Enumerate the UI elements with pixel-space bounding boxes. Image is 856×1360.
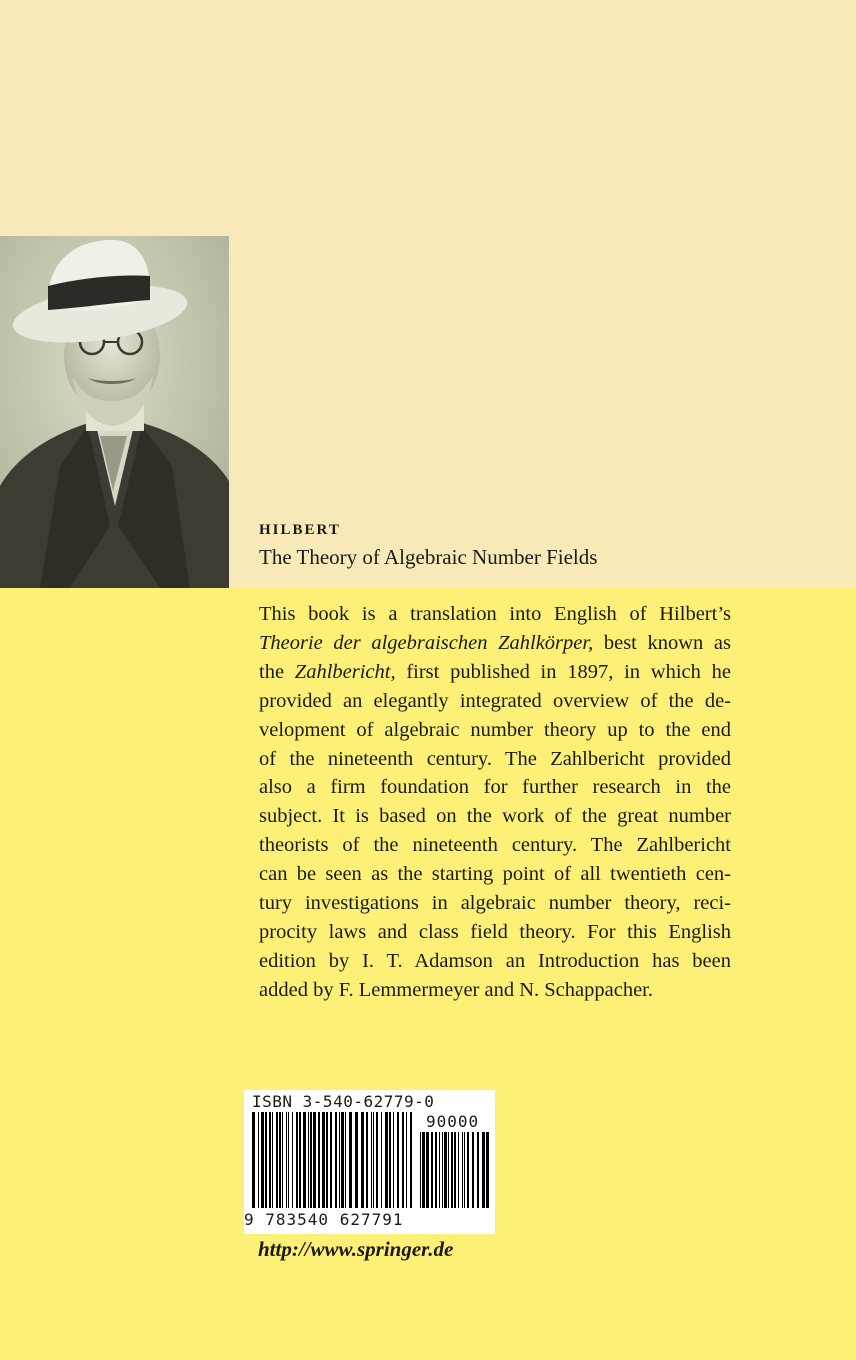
barcode-bar bbox=[472, 1132, 474, 1208]
barcode-bar bbox=[371, 1112, 372, 1208]
description-line: can be seen as the starting point of all twentieth cen- bbox=[259, 863, 731, 886]
barcode-bar bbox=[397, 1112, 399, 1208]
barcode-bar bbox=[355, 1112, 358, 1208]
barcode-bar bbox=[482, 1132, 485, 1208]
barcode-bar bbox=[276, 1112, 278, 1208]
barcode-bar bbox=[410, 1112, 412, 1208]
description-line: of the nineteenth century. The Zahlbericht provided bbox=[259, 747, 731, 770]
barcode-bar bbox=[464, 1132, 465, 1208]
barcode-bar bbox=[442, 1132, 443, 1208]
barcode-bar bbox=[261, 1112, 264, 1208]
barcode-bar bbox=[269, 1112, 271, 1208]
description-line: provided an elegantly integrated overview of the de- bbox=[259, 689, 731, 712]
barcode-bar bbox=[296, 1112, 298, 1208]
barcode-bar bbox=[402, 1112, 404, 1208]
barcode-bar bbox=[310, 1112, 312, 1208]
barcode-bar bbox=[322, 1112, 325, 1208]
barcode-bar bbox=[272, 1112, 273, 1208]
barcode-bar bbox=[282, 1112, 283, 1208]
barcode-bar bbox=[292, 1112, 293, 1208]
barcode-bar bbox=[299, 1112, 301, 1208]
barcode-bar bbox=[381, 1112, 382, 1208]
barcode-bar bbox=[366, 1112, 368, 1208]
barcode-bar bbox=[448, 1132, 449, 1208]
barcode-bar bbox=[279, 1112, 281, 1208]
isbn-barcode bbox=[244, 1090, 495, 1234]
barcode-bar bbox=[486, 1132, 489, 1208]
author-portrait bbox=[0, 236, 229, 588]
barcode-bar bbox=[330, 1112, 332, 1208]
barcode-bar bbox=[467, 1132, 469, 1208]
publisher-url[interactable]: http://www.springer.de bbox=[258, 1237, 454, 1261]
barcode-bar bbox=[335, 1112, 337, 1208]
barcode-bar bbox=[361, 1112, 364, 1208]
barcode-bar bbox=[444, 1132, 447, 1208]
barcode-bar bbox=[341, 1112, 344, 1208]
barcode-bar bbox=[389, 1112, 391, 1208]
barcode-bar bbox=[286, 1112, 287, 1208]
barcode-bar bbox=[385, 1112, 388, 1208]
barcode-bar bbox=[451, 1132, 453, 1208]
barcode-bar bbox=[422, 1132, 425, 1208]
barcode-bar bbox=[420, 1132, 421, 1208]
barcode-bar bbox=[308, 1112, 309, 1208]
barcode-bar bbox=[349, 1112, 352, 1208]
barcode-bar bbox=[477, 1132, 479, 1208]
description-line: edition by I. T. Adamson an Introduction has been bbox=[259, 949, 731, 972]
ean-number: 9 783540 627791 bbox=[244, 1210, 404, 1229]
barcode-bar bbox=[393, 1112, 394, 1208]
barcode-bar bbox=[454, 1132, 456, 1208]
barcode-bar bbox=[462, 1132, 463, 1208]
barcode-bar bbox=[431, 1132, 433, 1208]
description-line: Theorie der algebraischen Zahlkörper, best known as bbox=[259, 631, 731, 654]
description-line: theorists of the nineteenth century. The Zahlbericht bbox=[259, 834, 731, 857]
barcode-addon-number: 90000 bbox=[426, 1112, 480, 1131]
description-line: subject. It is based on the work of the great number bbox=[259, 805, 731, 828]
author-name: HILBERT bbox=[259, 522, 341, 538]
barcode-bar bbox=[265, 1112, 267, 1208]
barcode-bar bbox=[435, 1132, 437, 1208]
barcode-bar bbox=[426, 1132, 429, 1208]
description-line: velopment of algebraic number theory up to the end bbox=[259, 718, 731, 741]
barcode-bar bbox=[288, 1112, 289, 1208]
isbn-number: ISBN 3-540-62779-0 bbox=[252, 1092, 435, 1111]
barcode-bar bbox=[373, 1112, 374, 1208]
description-line: tury investigations in algebraic number theory, reci- bbox=[259, 892, 731, 915]
barcode-bar bbox=[345, 1112, 346, 1208]
description-line: procity laws and class field theory. For this English bbox=[259, 920, 731, 943]
barcode-addon-bars bbox=[420, 1132, 490, 1212]
book-title: The Theory of Algebraic Number Fields bbox=[259, 545, 598, 569]
description-line: added by F. Lemmermeyer and N. Schappacher. bbox=[259, 978, 653, 1001]
barcode-bar bbox=[258, 1112, 259, 1208]
barcode-bar bbox=[406, 1112, 407, 1208]
barcode-bar bbox=[458, 1132, 459, 1208]
barcode-bar bbox=[303, 1112, 306, 1208]
book-description bbox=[259, 600, 731, 1005]
description-line: the Zahlbericht, first published in 1897, in which he bbox=[259, 660, 731, 683]
barcode-bar bbox=[339, 1112, 340, 1208]
barcode-bar bbox=[326, 1112, 328, 1208]
barcode-bar bbox=[376, 1112, 378, 1208]
barcode-bar bbox=[313, 1112, 316, 1208]
barcode-bar bbox=[252, 1112, 255, 1208]
barcode-bars bbox=[252, 1112, 412, 1212]
barcode-bar bbox=[318, 1112, 320, 1208]
barcode-bar bbox=[439, 1132, 440, 1208]
description-line: also a firm foundation for further research in the bbox=[259, 776, 731, 799]
description-line: This book is a translation into English of Hilbert’s bbox=[259, 603, 731, 625]
